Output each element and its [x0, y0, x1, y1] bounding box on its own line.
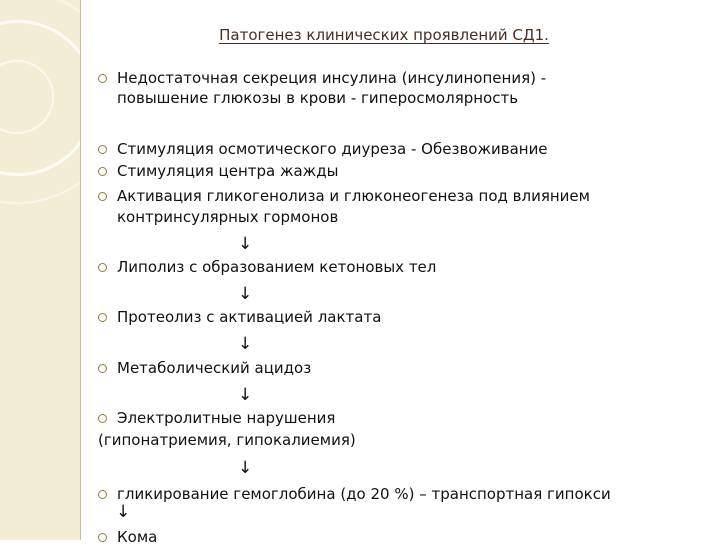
bullet-icon [98, 313, 107, 322]
decorative-sidebar [0, 0, 80, 540]
down-arrow-icon: ↓ [238, 385, 253, 405]
list-item-text: гликирование гемоглобина (до 20 %) – транспортная гипокси [117, 485, 611, 503]
down-arrow-icon: ↓ [238, 458, 253, 478]
list-item-text: Липолиз с образованием кетоновых тел [117, 258, 437, 276]
down-arrow-icon: ↓ [238, 284, 253, 304]
list-item-text: Метаболический ацидоз [117, 359, 312, 377]
bullet-icon [98, 263, 107, 272]
bullet-icon [98, 192, 107, 201]
list-item-detail: (гипонатриемия, гипокалиемия) [98, 431, 356, 449]
list-item-text: Стимуляция осмотического диуреза - Обезвоживание [117, 140, 548, 158]
bullet-icon [98, 364, 107, 373]
list-item-text: Стимуляция центра жажды [117, 162, 339, 180]
sidebar-divider [80, 0, 81, 540]
list-item-text: контринсулярных гормонов [117, 208, 339, 226]
bullet-icon [98, 490, 107, 499]
list-item-text: Активация гликогенолиза и глюконеогенеза под влиянием [117, 187, 590, 205]
bullet-icon [98, 167, 107, 176]
list-item-text: повышение глюкозы в крови - гиперосмолярность [117, 89, 519, 107]
list-item-text: Протеолиз с активацией лактата [117, 308, 382, 326]
down-arrow-icon: ↓ [116, 502, 131, 522]
list-item-text: Недостаточная секреция инсулина (инсулинопения) - [117, 69, 547, 87]
down-arrow-icon: ↓ [238, 334, 253, 354]
list-item-text: Кома [117, 528, 158, 546]
bullet-icon [98, 74, 107, 83]
bullet-icon [98, 145, 107, 154]
bullet-icon [98, 414, 107, 423]
bullet-icon [98, 533, 107, 542]
slide-title: Патогенез клинических проявлений СД1. [219, 26, 549, 44]
down-arrow-icon: ↓ [238, 234, 253, 254]
list-item-text: Электролитные нарушения [117, 409, 336, 427]
